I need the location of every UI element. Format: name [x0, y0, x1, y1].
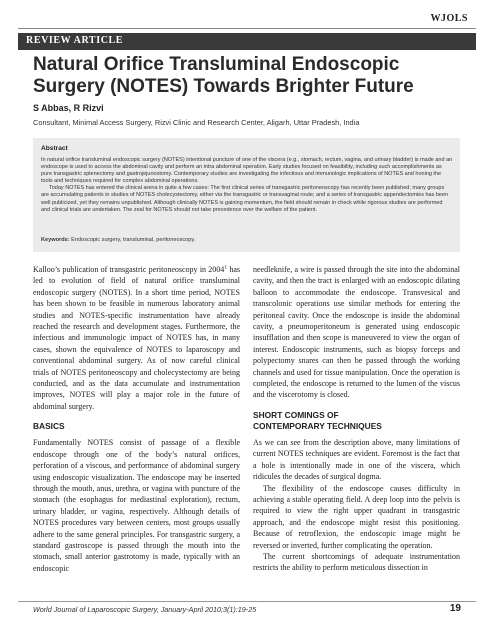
journal-tag: WJOLS: [430, 13, 468, 24]
top-rule: [18, 28, 476, 29]
footer-rule: [18, 601, 476, 602]
shortcomings-paragraph-1: As we can see from the description above, many limitations of current NOTES techniques are evident. Foremost is the fact that a hole is intentionally made in one of the viscera, which ridicules the decades of surgical dogma.: [253, 437, 460, 482]
section-bar: [18, 33, 476, 50]
basics-paragraph: Fundamentally NOTES consist of passage of a flexible endoscope through one of the body’s natural orifices, perforation of a viscous, and performance of abdominal surgery using endoscopic visualization. The endoscope may be inserted through the mouth, anus, urethra, or vagina with puncture of the stomach (the esophagus for mediastinal exploration), rectum, urinary bladder, or vagina, respectively. Although details of NOTES procedures vary between centers, most groups usually adhere to the same general principles. For transgastric surgery, a standard gastroscope is passed through the mouth into the stomach, small anterior gastrotomy is made, typically with an endoscopic: [33, 438, 240, 573]
intro-text-rest: has led to evolution of field of natural orifice transluminal endoscopic surgery (NOTES). In a short time period, NOTES has been shown to be feasible in numerous laboratory animal studies and NOTES-specific instrumentation have already reached the research and development stages. Furthermore, the infectious and immunologic impact of NOTES has, in many cases, shown the equivalence of NOTES to laparoscopy and conventional abdominal surgery. As of now careful clinical trials of NOTES peritoneoscopy and cholecystectomy are being conducted, and as the data accumulate and instrumentation improves, NOTES will play a major role in the future of abdominal surgery.: [33, 265, 240, 411]
shortcomings-heading-line-1: SHORT COMINGS OF: [253, 409, 339, 420]
basics-heading: BASICS: [33, 421, 65, 432]
article-title: [33, 54, 473, 98]
keywords: [41, 237, 195, 243]
shortcomings-heading-line-2: CONTEMPORARY TECHNIQUES: [253, 420, 382, 431]
intro-text-start: Kalloo’s publication of transgastric peritoneoscopy in 2004: [33, 265, 225, 274]
shortcomings-paragraph-2: The flexibility of the endoscope causes difficulty in achieving a stable operating field. A deep loop into the pelvis is required to view the right upper quadrant in transgastric approach, and the endoscope might resist this positioning. Because of retroflexion, the endoscopic image might be reversed or inverted, further complicating the operation.: [253, 483, 460, 550]
article-title-line-2: Surgery (NOTES) Towards Brighter Future: [33, 76, 414, 97]
affiliation: Consultant, Minimal Access Surgery, Rizvi Clinic and Research Center, Aligarh, Uttar Pradesh, India: [33, 118, 360, 127]
body-column-left: [33, 264, 240, 574]
procedure-paragraph: needleknife, a wire is passed through the site into the abdominal cavity, and then the tract is enlarged with an endoscopic dilating balloon to accommodate the endoscope. Transvesical and transcolonic operations use similar methods for entering the peritoneal cavity. Once the endoscope is inside the abdominal cavity, a pneumoperitoneum is generated using endoscopic insufflation and then scope is maneuvered to view the organ of interest. Endoscopic instruments, such as biopsy forceps and polypectomy snares can then be passed through the working channels and used for tissue manipulation. Once the operation is completed, the endoscope is returned to the lumen of the viscus and the viscerotomy is closed.: [253, 265, 460, 400]
abstract-text: [41, 157, 453, 214]
keywords-text: Endoscopic surgery, transluminal, peritoneoscopy.: [71, 237, 196, 243]
keywords-label: Keywords:: [41, 237, 70, 243]
shortcomings-paragraph-3: The current shortcomings of adequate instrumentation restricts the ability to perform meticulous dissection in: [253, 551, 460, 573]
footer-citation: World Journal of Laparoscopic Surgery, January-April 2010;3(1):19-25: [33, 605, 257, 614]
section-label: REVIEW ARTICLE: [26, 35, 124, 46]
abstract-paragraph-2: Today NOTES has entered the clinical arena in quite a few cases: The first clinical series of transgastric peritoneoscopy has recently been published; many groups are accumulating patients in studies of NOTES cholecystectomy, either via the transgastric or transvaginal route; and a series of transgastric appendectomies has been well publicized, yet they remains unpublished. Although clinically NOTES is gaining momentum, the field should remain in check while rigorous studies are performed and clinical trials are undertaken. The zeal for NOTES should not take precedence over the welfare of the patient.: [41, 185, 449, 213]
article-title-line-1: Natural Orifice Transluminal Endoscopic: [33, 54, 400, 75]
reference-1: 1: [224, 264, 228, 271]
intro-paragraph: [33, 264, 240, 412]
page-number: 19: [449, 603, 461, 614]
abstract-box: [33, 138, 460, 252]
abstract-heading: Abstract: [41, 145, 68, 152]
authors: S Abbas, R Rizvi: [33, 103, 104, 113]
abstract-paragraph-1: In natural orifice transluminal endoscopic surgery (NOTES) intentional puncture of one of the viscera (e.g., stomach, rectum, vagina, and urinary bladder) is made and an endoscope is used to access the abdominal cavity and perform an intra abdominal operation. Early studies focused on feasibility, including such accomplishments as pure transgastric splenectomy and gastrojejunostomy. Contemporary studies are investigating the infectious and immunologic implications of NOTES and honing the tools and techniques required for complex abdominal operations.: [41, 157, 453, 185]
body-column-right: [253, 264, 460, 574]
shortcomings-heading: [253, 410, 460, 432]
